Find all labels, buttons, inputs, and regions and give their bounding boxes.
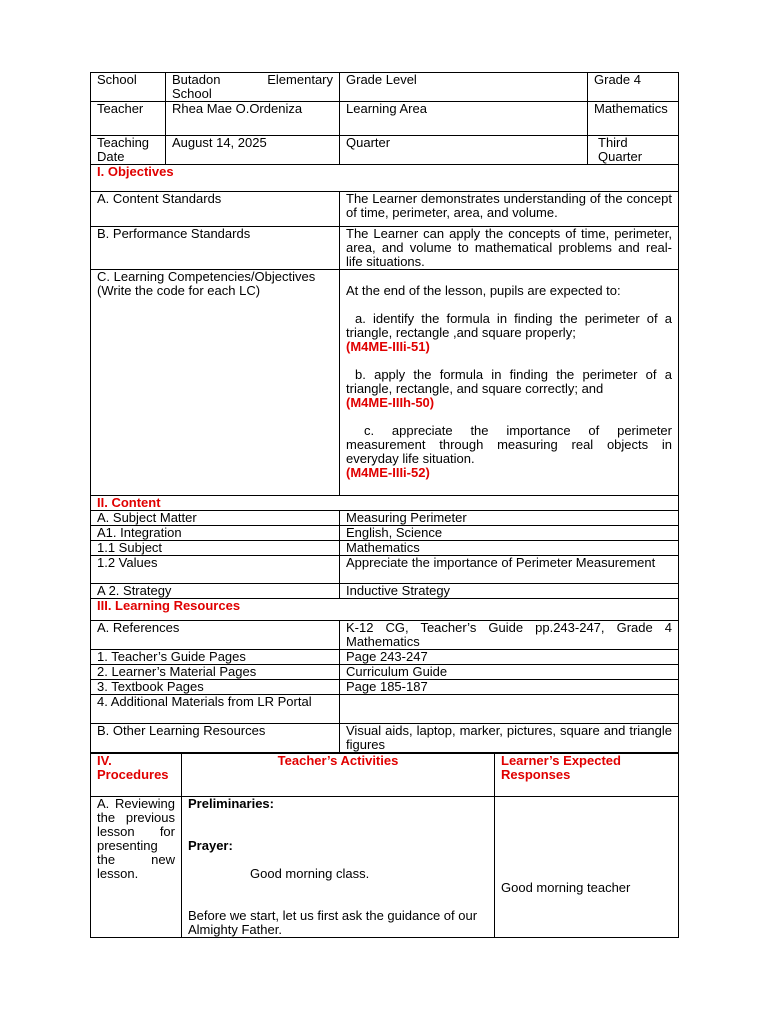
resource-row-value: K-12 CG, Teacher’s Guide pp.243-247, Grade 4 Mathematics: [340, 621, 679, 650]
teacher-row: [91, 102, 679, 136]
procedures-col-title: IV. Procedures: [91, 754, 182, 797]
resource-row: [91, 724, 679, 753]
quarter-value: Third Quarter: [588, 136, 679, 165]
content-standards-value: The Learner demonstrates understanding of the concept of time, perimeter, area, and volume.: [340, 192, 679, 227]
resource-row-value: Curriculum Guide: [340, 665, 679, 680]
content-row-label: A 2. Strategy: [91, 584, 340, 599]
response-text: Good morning teacher: [501, 880, 631, 895]
teacher-activities-title: Teacher’s Activities: [182, 754, 495, 797]
date-row: [91, 136, 679, 165]
resource-row-label: 4. Additional Materials from LR Portal: [91, 695, 340, 724]
resource-row-value: Page 185-187: [340, 680, 679, 695]
school-value: Butadon Elementary School: [166, 73, 340, 102]
resource-row-value: [340, 695, 679, 724]
content-standards-label: A. Content Standards: [91, 192, 340, 227]
guidance-text: Before we start, let us first ask the guidance of our Almighty Father.: [188, 908, 478, 937]
procedure-row-a-responses: [495, 797, 679, 938]
performance-standards-value: The Learner can apply the concepts of time, perimeter, area, and volume to mathematical problems and real- life situations.: [340, 227, 679, 270]
objectives-header-row: [91, 165, 679, 192]
performance-standards-label: B. Performance Standards: [91, 227, 340, 270]
school-label: School: [91, 73, 166, 102]
content-row-label: 1.1 Subject: [91, 541, 340, 556]
content-row: [91, 541, 679, 556]
resource-row-label: 2. Learner’s Material Pages: [91, 665, 340, 680]
content-row: [91, 526, 679, 541]
competencies-label: C. Learning Competencies/Objectives (Write the code for each LC): [91, 270, 340, 496]
resource-row: [91, 621, 679, 650]
learner-responses-title: Learner’s Expected Responses: [495, 754, 679, 797]
lc-b-code: (M4ME-IIIh-50): [346, 395, 435, 410]
procedure-row-a-activities: [182, 797, 495, 938]
resource-row: [91, 650, 679, 665]
content-row-label: A1. Integration: [91, 526, 340, 541]
prayer-heading: Prayer:: [188, 838, 233, 853]
resources-title: III. Learning Resources: [91, 599, 679, 621]
lc-b: b. apply the formula in finding the perimeter of a triangle, rectangle, and square correctly; and: [346, 367, 672, 396]
procedures-header-row: [91, 754, 679, 797]
resource-row-label: B. Other Learning Resources: [91, 724, 340, 753]
preliminaries-heading: Preliminaries:: [188, 796, 274, 811]
greeting-text: Good morning class.: [250, 866, 370, 881]
resource-row: [91, 695, 679, 724]
date-value: August 14, 2025: [166, 136, 340, 165]
content-row: [91, 511, 679, 526]
lesson-plan-table: [90, 72, 679, 753]
quarter-label: Quarter: [340, 136, 588, 165]
content-row-label: 1.2 Values: [91, 556, 340, 584]
procedure-row-a-label: A. Reviewing the previous lesson for presenting the new lesson.: [91, 797, 182, 938]
procedures-table: [90, 753, 679, 938]
lc-a-code: (M4ME-IIIi-51): [346, 339, 430, 354]
resource-row-label: A. References: [91, 621, 340, 650]
content-header-row: [91, 496, 679, 511]
procedure-row-a: [91, 797, 679, 938]
resources-header-row: [91, 599, 679, 621]
content-standards-row: [91, 192, 679, 227]
resource-row-label: 1. Teacher’s Guide Pages: [91, 650, 340, 665]
resource-row-value: Visual aids, laptop, marker, pictures, square and triangle figures: [340, 724, 679, 753]
resource-row-value: Page 243-247: [340, 650, 679, 665]
content-row-value: Appreciate the importance of Perimeter Measurement: [340, 556, 679, 584]
content-row-value: Mathematics: [340, 541, 679, 556]
area-value: Mathematics: [588, 102, 679, 136]
teacher-value: Rhea Mae O.Ordeniza: [166, 102, 340, 136]
resource-row-label: 3. Textbook Pages: [91, 680, 340, 695]
performance-standards-row: [91, 227, 679, 270]
content-row: [91, 556, 679, 584]
content-row-value: Measuring Perimeter: [340, 511, 679, 526]
content-row-value: English, Science: [340, 526, 679, 541]
lc-intro: At the end of the lesson, pupils are expected to:: [346, 283, 621, 298]
grade-label: Grade Level: [340, 73, 588, 102]
grade-value: Grade 4: [588, 73, 679, 102]
resource-row: [91, 665, 679, 680]
resource-row: [91, 680, 679, 695]
content-title: II. Content: [91, 496, 679, 511]
content-row-value: Inductive Strategy: [340, 584, 679, 599]
content-row: [91, 584, 679, 599]
date-label: Teaching Date: [91, 136, 166, 165]
competencies-row: [91, 270, 679, 496]
lc-c-code: (M4ME-IIIi-52): [346, 465, 430, 480]
teacher-label: Teacher: [91, 102, 166, 136]
lc-c: c. appreciate the importance of perimeter measurement through measuring real objects in everyday life situation.: [346, 423, 672, 466]
content-row-label: A. Subject Matter: [91, 511, 340, 526]
competencies-value: [340, 270, 679, 496]
area-label: Learning Area: [340, 102, 588, 136]
school-row: [91, 73, 679, 102]
lc-a: a. identify the formula in finding the perimeter of a triangle, rectangle ,and square properly;: [346, 311, 672, 340]
objectives-title: I. Objectives: [91, 165, 679, 192]
